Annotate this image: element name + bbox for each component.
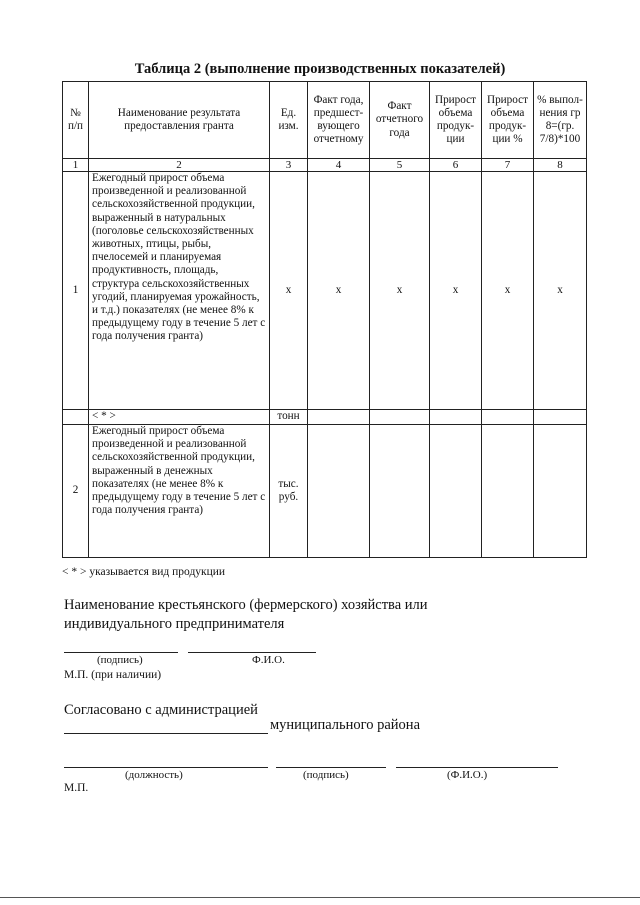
col-number: 7 bbox=[482, 159, 534, 172]
position-line bbox=[64, 767, 268, 768]
fio-line-2 bbox=[396, 767, 558, 768]
table-row bbox=[63, 172, 587, 410]
row-name: Ежегодный прирост объема произведенной и реализованной сельскохозяйственной продукции, выраженный в денежных показателях (не менее 8% к предыдущему году в течение 5 лет с года получения гранта) bbox=[89, 425, 270, 558]
row-unit: тыс. руб. bbox=[270, 425, 308, 558]
row-num: 2 bbox=[63, 425, 89, 558]
seal-caption: М.П. (при наличии) bbox=[64, 669, 162, 681]
table-row bbox=[63, 425, 587, 558]
col-number: 5 bbox=[370, 159, 430, 172]
org-name-label: Наименование крестьянского (фермерского) хозяйства или индивидуального предпринимателя bbox=[64, 597, 428, 632]
product-type-placeholder: < * > bbox=[89, 410, 270, 425]
page-bottom-border bbox=[0, 897, 640, 898]
seal-caption-2: М.П. bbox=[64, 782, 89, 794]
header-row bbox=[63, 82, 587, 159]
fio-line bbox=[188, 652, 316, 653]
agreed-label: Согласовано с администрацией bbox=[64, 702, 258, 718]
row-unit: х bbox=[270, 172, 308, 410]
header-report-year: Факт отчетного года bbox=[370, 82, 430, 159]
col-number: 2 bbox=[89, 159, 270, 172]
district-label: муниципального района bbox=[270, 717, 420, 733]
row-num: 1 bbox=[63, 172, 89, 410]
row-name: Ежегодный прирост объема произведенной и реализованной сельскохозяйственной продукции, выраженный в натуральных (поголовье сельскохозяйственных животных, птицы, рыбы, пчелосемей и планируемая продуктивность, площадь, структура сельскохозяйственных угодий, планируемая урожайность, и т.д.) показателях (не менее 8% к предыдущему году в течение 5 лет с года получения гранта) bbox=[89, 172, 270, 410]
signature-line bbox=[64, 652, 178, 653]
signature-caption-2: (подпись) bbox=[303, 769, 349, 781]
col-number: 4 bbox=[308, 159, 370, 172]
col-number: 8 bbox=[534, 159, 587, 172]
header-num: № п/п bbox=[63, 82, 89, 159]
row-completion: х bbox=[534, 172, 587, 410]
table-title: Таблица 2 (выполнение производственных показателей) bbox=[134, 61, 506, 77]
fio-caption-2: (Ф.И.О.) bbox=[447, 769, 488, 781]
header-growth: Прирост объема продук- ции bbox=[430, 82, 482, 159]
administration-line bbox=[64, 733, 268, 734]
signature-caption: (подпись) bbox=[97, 654, 143, 666]
header-prev-year: Факт года, предшест- вующего отчетному bbox=[308, 82, 370, 159]
position-caption: (должность) bbox=[125, 769, 183, 781]
signature-line-2 bbox=[276, 767, 386, 768]
row-prev-year: х bbox=[308, 172, 370, 410]
row-unit: тонн bbox=[270, 410, 308, 425]
production-indicators-table bbox=[62, 81, 587, 558]
fio-caption: Ф.И.О. bbox=[252, 654, 285, 666]
col-number: 1 bbox=[63, 159, 89, 172]
row-growth-pct: х bbox=[482, 172, 534, 410]
header-unit: Ед. изм. bbox=[270, 82, 308, 159]
row-report-year: х bbox=[370, 172, 430, 410]
column-number-row bbox=[63, 159, 587, 172]
footnote: < * > указывается вид продукции bbox=[62, 566, 226, 578]
row-growth: х bbox=[430, 172, 482, 410]
table-row bbox=[63, 410, 587, 425]
header-name: Наименование результата предоставления гранта bbox=[89, 82, 270, 159]
header-completion: % выпол- нения гр 8=(гр. 7/8)*100 bbox=[534, 82, 587, 159]
col-number: 3 bbox=[270, 159, 308, 172]
col-number: 6 bbox=[430, 159, 482, 172]
header-growth-pct: Прирост объема продук- ции % bbox=[482, 82, 534, 159]
